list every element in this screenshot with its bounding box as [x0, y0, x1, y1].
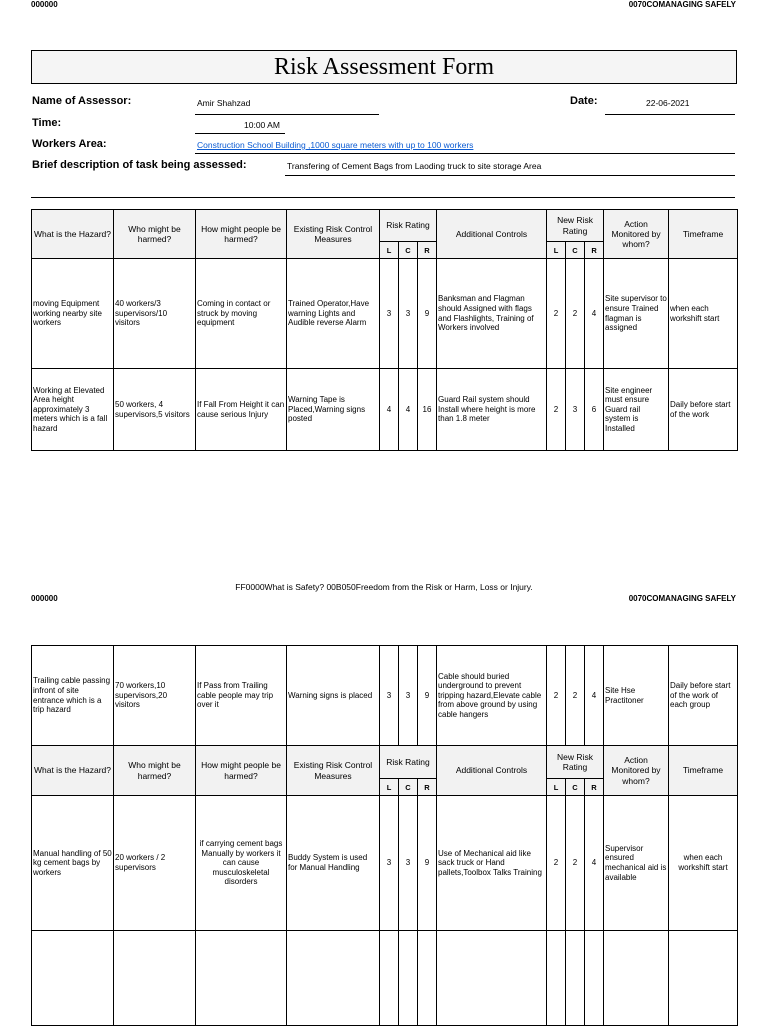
cell-who: 50 workers, 4 supervisors,5 visitors	[114, 369, 196, 451]
cell-r: 9	[418, 646, 437, 746]
cell-c: 4	[399, 369, 418, 451]
table-row-empty	[32, 931, 738, 1026]
header-risk-rating: Risk Rating	[380, 210, 437, 242]
cell-hazard: Trailing cable passing infront of site entrance which is a trip hazard	[32, 646, 114, 746]
cell-c: 3	[399, 796, 418, 931]
page-header-left: 000000	[31, 0, 58, 9]
page-footer: FF0000What is Safety? 00B050Freedom from the Risk or Harm, Loss or Injury.	[235, 582, 533, 592]
header-who: Who might be harmed?	[114, 746, 196, 796]
header-action: Action Monitored by whom?	[604, 746, 669, 796]
empty-cell	[196, 931, 287, 1026]
header-new-r: R	[585, 779, 604, 796]
cell-how: if carrying cement bags Manually by workers it can cause musculoskeletal disorders	[196, 796, 287, 931]
empty-cell	[547, 931, 566, 1026]
header-timeframe: Timeframe	[669, 210, 738, 259]
workers-area-label: Workers Area:	[32, 138, 107, 150]
header-new-risk: New Risk Rating	[547, 210, 604, 242]
header-new-r: R	[585, 242, 604, 259]
empty-cell	[114, 931, 196, 1026]
header-new-c: C	[566, 242, 585, 259]
cell-action: Site supervisor to ensure Trained flagman is assigned	[604, 259, 669, 369]
table-row	[32, 259, 738, 369]
cell-new-c: 3	[566, 369, 585, 451]
cell-new-c: 2	[566, 646, 585, 746]
header-l: L	[380, 779, 399, 796]
header-l: L	[380, 242, 399, 259]
cell-new-c: 2	[566, 259, 585, 369]
cell-hazard: Manual handling of 50 kg cement bags by workers	[32, 796, 114, 931]
time-underline	[195, 133, 285, 134]
cell-how: If Pass from Trailing cable people may trip over it	[196, 646, 287, 746]
header-new-l: L	[547, 779, 566, 796]
header-additional: Additional Controls	[437, 210, 547, 259]
cell-r: 9	[418, 259, 437, 369]
table-row	[32, 646, 738, 746]
header-timeframe: Timeframe	[669, 746, 738, 796]
cell-r: 9	[418, 796, 437, 931]
cell-new-l: 2	[547, 796, 566, 931]
page2-header-left: 000000	[31, 594, 58, 603]
assessor-value: Amir Shahzad	[197, 98, 251, 108]
workers-area-value[interactable]: Construction School Building ,1000 square meters with up to 100 workers	[197, 140, 474, 150]
header-r: R	[418, 242, 437, 259]
header-existing: Existing Risk Control Measures	[287, 746, 380, 796]
cell-timeframe: Daily before start of the work	[669, 369, 738, 451]
time-value: 10:00 AM	[244, 120, 280, 130]
cell-how: Coming in contact or struck by moving equipment	[196, 259, 287, 369]
cell-l: 3	[380, 796, 399, 931]
assessor-label: Name of Assessor:	[32, 95, 132, 107]
blank-line	[31, 197, 735, 198]
cell-additional: Banksman and Flagman should Assigned with flags and Flashlights, Training of Workers involved	[437, 259, 547, 369]
header-risk-rating: Risk Rating	[380, 746, 437, 779]
header-r: R	[418, 779, 437, 796]
form-title: Risk Assessment Form	[31, 50, 737, 84]
cell-existing: Buddy System is used for Manual Handling	[287, 796, 380, 931]
empty-cell	[604, 931, 669, 1026]
empty-cell	[437, 931, 547, 1026]
cell-existing: Trained Operator,Have warning Lights and Audible reverse Alarm	[287, 259, 380, 369]
cell-l: 4	[380, 369, 399, 451]
empty-cell	[32, 931, 114, 1026]
cell-timeframe: when each workshift start	[669, 796, 738, 931]
header-new-risk: New Risk Rating	[547, 746, 604, 779]
header-additional: Additional Controls	[437, 746, 547, 796]
cell-hazard: Working at Elevated Area height approximately 3 meters which is a fall hazard	[32, 369, 114, 451]
cell-who: 40 workers/3 supervisors/10 visitors	[114, 259, 196, 369]
cell-c: 3	[399, 646, 418, 746]
cell-new-r: 6	[585, 369, 604, 451]
cell-l: 3	[380, 259, 399, 369]
cell-new-r: 4	[585, 796, 604, 931]
cell-action: Supervisor ensured mechanical aid is available	[604, 796, 669, 931]
date-label: Date:	[570, 95, 598, 107]
cell-existing: Warning Tape is Placed,Warning signs posted	[287, 369, 380, 451]
empty-cell	[585, 931, 604, 1026]
header-how: How might people be harmed?	[196, 746, 287, 796]
header-existing: Existing Risk Control Measures	[287, 210, 380, 259]
header-new-l: L	[547, 242, 566, 259]
cell-new-r: 4	[585, 259, 604, 369]
date-underline	[605, 114, 735, 115]
cell-timeframe: Daily before start of the work of each group	[669, 646, 738, 746]
page2-header-right: 0070COMANAGING SAFELY	[628, 594, 736, 603]
cell-additional: Cable should buried underground to prevent tripping hazard,Elevate cable from above ground by using cable hangers	[437, 646, 547, 746]
workers-area-underline	[195, 153, 735, 154]
header-new-c: C	[566, 779, 585, 796]
cell-existing: Warning signs is placed	[287, 646, 380, 746]
cell-action: Site engineer must ensure Guard rail system is Installed	[604, 369, 669, 451]
header-c: C	[399, 779, 418, 796]
header-hazard: What is the Hazard?	[32, 746, 114, 796]
cell-hazard: moving Equipment working nearby site workers	[32, 259, 114, 369]
cell-new-c: 2	[566, 796, 585, 931]
cell-who: 20 workers / 2 supervisors	[114, 796, 196, 931]
risk-table-page2	[31, 645, 738, 1026]
cell-new-r: 4	[585, 646, 604, 746]
assessor-underline	[195, 114, 379, 115]
cell-how: If Fall From Height it can cause serious Injury	[196, 369, 287, 451]
cell-additional: Guard Rail system should Install where height is more than 1.8 meter	[437, 369, 547, 451]
empty-cell	[380, 931, 399, 1026]
page-header-right: 0070COMANAGING SAFELY	[628, 0, 736, 9]
cell-r: 16	[418, 369, 437, 451]
table-row	[32, 369, 738, 451]
empty-cell	[418, 931, 437, 1026]
time-label: Time:	[32, 117, 62, 129]
header-hazard: What is the Hazard?	[32, 210, 114, 259]
cell-new-l: 2	[547, 259, 566, 369]
header-who: Who might be harmed?	[114, 210, 196, 259]
empty-cell	[287, 931, 380, 1026]
cell-action: Site Hse Practitoner	[604, 646, 669, 746]
empty-cell	[566, 931, 585, 1026]
cell-l: 3	[380, 646, 399, 746]
risk-table-page1	[31, 209, 738, 451]
task-underline	[285, 175, 735, 176]
header-c: C	[399, 242, 418, 259]
empty-cell	[669, 931, 738, 1026]
empty-cell	[399, 931, 418, 1026]
cell-new-l: 2	[547, 646, 566, 746]
cell-who: 70 workers,10 supervisors,20 visitors	[114, 646, 196, 746]
cell-c: 3	[399, 259, 418, 369]
header-action: Action Monitored by whom?	[604, 210, 669, 259]
task-label: Brief description of task being assessed:	[32, 159, 247, 171]
cell-new-l: 2	[547, 369, 566, 451]
date-value: 22-06-2021	[646, 98, 690, 108]
cell-additional: Use of Mechanical aid like sack truck or Hand pallets,Toolbox Talks Training	[437, 796, 547, 931]
task-value: Transfering of Cement Bags from Laoding truck to site storage Area	[287, 161, 542, 171]
header-how: How might people be harmed?	[196, 210, 287, 259]
cell-timeframe: when each workshift start	[669, 259, 738, 369]
table-row	[32, 796, 738, 931]
